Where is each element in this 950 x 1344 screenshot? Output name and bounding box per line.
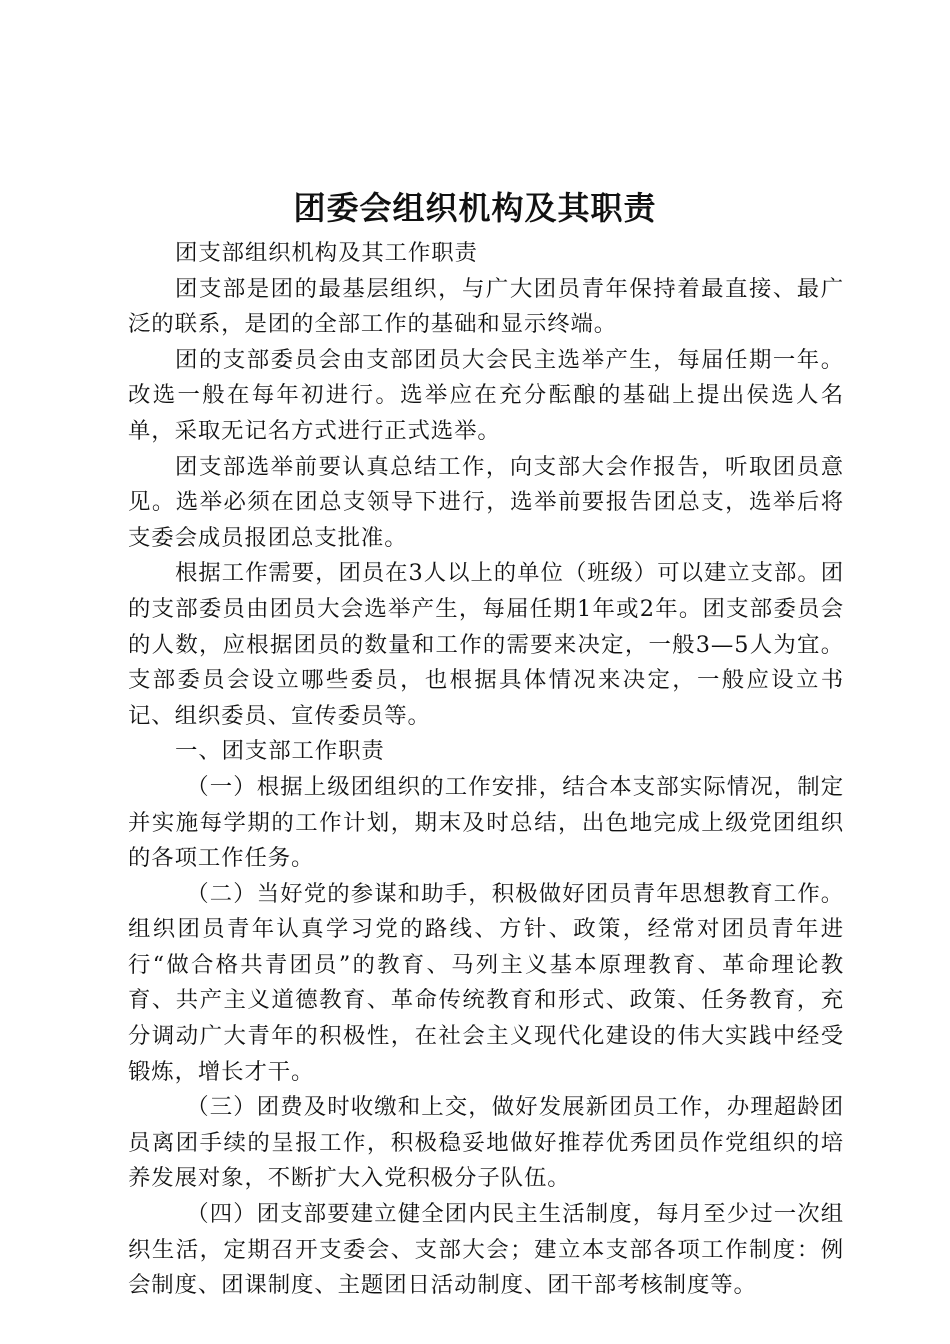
paragraph: 根据工作需要，团员在3人以上的单位（班级）可以建立支部。团的支部委员由团员大会选举产生，每届任期1年或2年。团支部委员会的人数，应根据团员的数量和工作的需要来决定，一般3—5人为宜。支部委员会设立哪些委员，也根据具体情况来决定，一般应设立书记、组织委员、宣传委员等。 bbox=[128, 560, 844, 729]
paragraph: 团的支部委员会由支部团员大会民主选举产生，每届任期一年。改选一般在每年初进行。选举应在充分酝酿的基础上提出侯选人名单，采取无记名方式进行正式选举。 bbox=[128, 346, 844, 444]
document-title: 团委会组织机构及其职责 bbox=[293, 189, 657, 227]
duty-item: （四）团支部要建立健全团内民主生活制度，每月至少过一次组织生活，定期召开支委会、支部大会；建立本支部各项工作制度：例会制度、团课制度、主题团日活动制度、团干部考核制度等。 bbox=[128, 1201, 844, 1299]
paragraph: 团支部选举前要认真总结工作，向支部大会作报告，听取团员意见。选举必须在团总支领导下进行，选举前要报告团总支，选举后将支委会成员报团总支批准。 bbox=[128, 453, 844, 551]
duty-item: （二）当好党的参谋和助手，积极做好团员青年思想教育工作。组织团员青年认真学习党的路线、方针、政策，经常对团员青年进行“做合格共青团员”的教育、马列主义基本原理教育、革命理论教育、共产主义道德教育、革命传统教育和形式、政策、任务教育，充分调动广大青年的积极性，在社会主义现代化建设的伟大实践中经受锻炼，增长才干。 bbox=[128, 880, 844, 1085]
section-heading: 一、团支部工作职责 bbox=[175, 738, 385, 765]
section-heading: 团支部组织机构及其工作职责 bbox=[175, 240, 478, 266]
duty-item: （三）团费及时收缴和上交，做好发展新团员工作，办理超龄团员离团手续的呈报工作，积极稳妥地做好推荐优秀团员作党组织的培养发展对象，不断扩大入党积极分子队伍。 bbox=[128, 1094, 844, 1192]
paragraph: 团支部是团的最基层组织，与广大团员青年保持着最直接、最广泛的联系，是团的全部工作的基础和显示终端。 bbox=[128, 275, 844, 338]
document-body bbox=[128, 236, 844, 1304]
duty-item: （一）根据上级团组织的工作安排，结合本支部实际情况，制定并实施每学期的工作计划，期末及时总结，出色地完成上级党团组织的各项工作任务。 bbox=[128, 773, 844, 872]
